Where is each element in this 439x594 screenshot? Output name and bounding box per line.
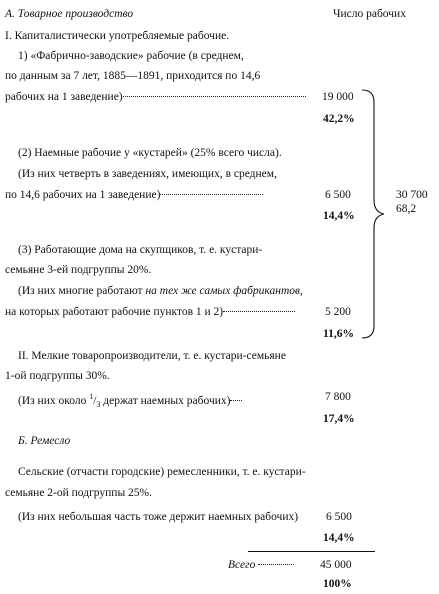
- section-b-line3: (Из них небольшая часть тоже держит наемных рабочих): [18, 511, 299, 523]
- part2-line2: 1-ой подгруппы 30%.: [5, 370, 110, 382]
- item3-line3-prefix: (Из них многие работают: [18, 285, 146, 297]
- item3-line4-text: на которых работают рабочие пунктов 1 и 2): [5, 306, 224, 318]
- item3-line1: (3) Работающие дома на скупщиков, т. е. кустари-: [18, 244, 263, 256]
- section-b-value: 6 500: [326, 511, 352, 523]
- section-b-line2: семьяне 2-ой подгруппы 25%.: [5, 487, 153, 499]
- leader-dots: [123, 96, 306, 97]
- section-a-title: А. Товарное производство: [5, 8, 134, 20]
- total-value: 45 000: [320, 559, 352, 571]
- item3-line3-italic: на тех же самых фабрикантов,: [145, 285, 303, 297]
- leader-dots: [230, 400, 242, 401]
- item3-value: 5 200: [325, 306, 351, 318]
- item2-line2: (Из них четверть в заведениях, имеющих, в среднем,: [18, 168, 277, 180]
- leader-dots: [223, 311, 295, 312]
- total-label: Всего: [228, 559, 256, 571]
- item2-line3: [5, 188, 263, 202]
- item3-percent: 11,6%: [323, 328, 354, 340]
- total-rule: [248, 551, 375, 552]
- item1-line2: по данным за 7 лет, 1885—1891, приходится по 14,6: [5, 70, 261, 82]
- part2-percent: 17,4%: [323, 413, 355, 425]
- item2-line1: (2) Наемные рабочие у «кустарей» (25% всего числа).: [18, 147, 282, 159]
- column-title: Число рабочих: [333, 8, 406, 20]
- fraction-numerator: 1: [89, 392, 94, 401]
- item2-percent: 14,4%: [323, 210, 355, 222]
- right-brace-icon: [360, 88, 390, 340]
- subtotal-percent: 68,2: [396, 203, 417, 215]
- item2-line3-text: по 14,6 рабочих на 1 заведение): [5, 189, 161, 201]
- total-row: [228, 558, 294, 572]
- fraction-denominator: 3: [96, 400, 101, 410]
- item3-line4: [5, 305, 295, 319]
- total-percent: 100%: [323, 578, 352, 590]
- item1-line3: [5, 90, 306, 104]
- item1-line1: 1) «Фабрично-заводские» рабочие (в среднем,: [18, 50, 244, 62]
- item1-value: 19 000: [322, 91, 354, 103]
- leader-dots: [258, 564, 294, 565]
- item1-percent: 42,2%: [323, 113, 355, 125]
- section-b-line1: Сельские (отчасти городские) ремесленники, т. е. кустари-: [18, 466, 306, 478]
- item2-value: 6 500: [325, 189, 351, 201]
- part2-value: 7 800: [325, 391, 351, 403]
- item1-line3-text: рабочих на 1 заведение): [5, 91, 123, 103]
- part2-line3: (Из них около $^1/_3$ держат наемных рабочих): [18, 390, 242, 412]
- section-b-title: Б. Ремесло: [18, 435, 71, 447]
- item3-line3: [18, 284, 303, 298]
- leader-dots: [160, 194, 263, 195]
- subtotal-value: 30 700: [396, 189, 428, 201]
- part2-line1: II. Мелкие товаропроизводители, т. е. кустари-семьяне: [18, 350, 286, 362]
- part2-line3-suffix: держат наемных рабочих): [100, 394, 231, 407]
- part2-line3-prefix: (Из них около: [18, 394, 90, 407]
- section-b-percent: 14,4%: [323, 532, 355, 544]
- item3-line2: семьяне 3-ей подгруппы 20%.: [5, 264, 152, 276]
- part1-heading: I. Капиталистически употребляемые рабочие.: [5, 30, 230, 42]
